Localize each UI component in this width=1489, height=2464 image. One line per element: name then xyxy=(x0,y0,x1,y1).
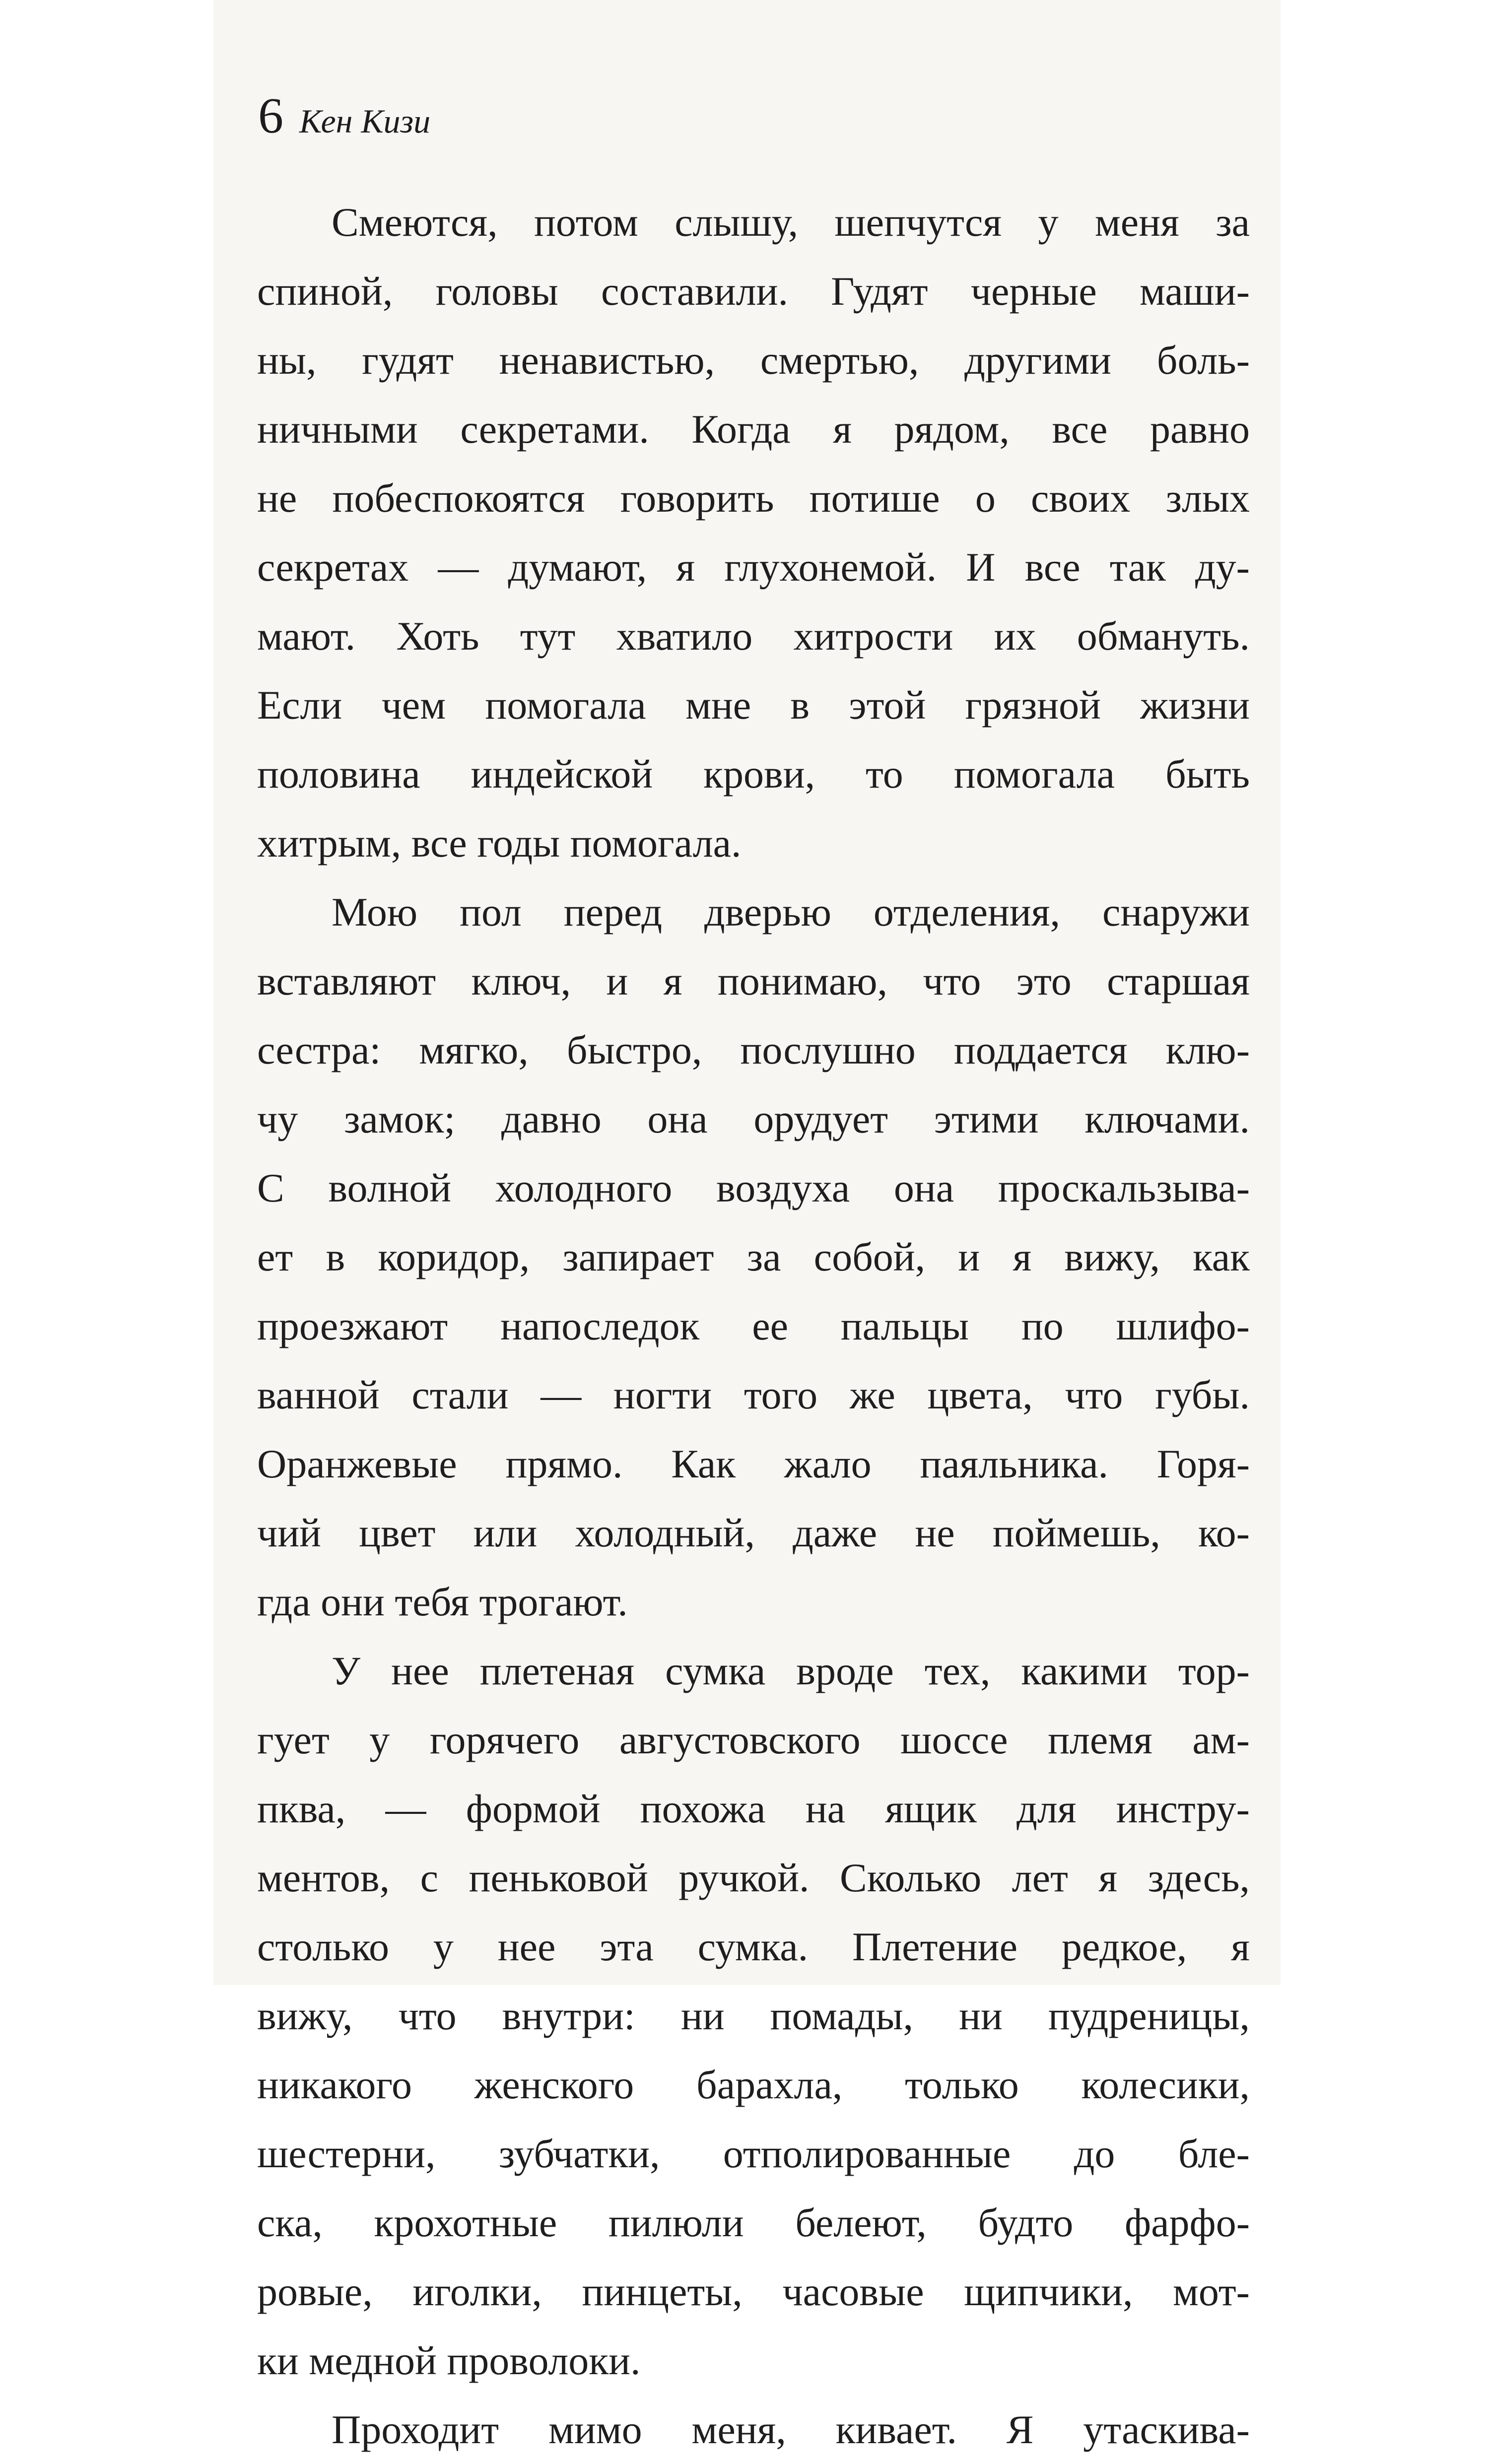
paragraph xyxy=(257,2395,1250,2464)
text-line: чий цвет или холодный, даже не поймешь, ко- xyxy=(257,1510,1250,1555)
text-line: пква, — формой похожа на ящик для инстру- xyxy=(257,1786,1250,1831)
text-line: Смеются, потом слышу, шепчутся у меня за xyxy=(332,200,1250,245)
text-line: проезжают напоследок ее пальцы по шлифо- xyxy=(257,1303,1250,1348)
text-line: ванной стали — ногти того же цвета, что губы. xyxy=(257,1372,1250,1417)
text-line: вставляют ключ, и я понимаю, что это старшая xyxy=(257,958,1250,1003)
text-line: С волной холодного воздуха она проскальзыва- xyxy=(257,1165,1250,1210)
book-page xyxy=(213,0,1281,2452)
text-line: гует у горячего августовского шоссе племя ам- xyxy=(257,1717,1250,1762)
text-line: Мою пол перед дверью отделения, снаружи xyxy=(332,889,1250,934)
text-line: ны, гудят ненавистью, смертью, другими боль- xyxy=(257,337,1250,383)
text-line: ровые, иголки, пинцеты, часовые щипчики, мот- xyxy=(257,2269,1250,2314)
text-line: Если чем помогала мне в этой грязной жизни xyxy=(257,682,1250,728)
body-text xyxy=(257,188,1250,2464)
text-line: ска, крохотные пилюли белеют, будто фарфо- xyxy=(257,2200,1250,2245)
paragraph xyxy=(257,188,1250,877)
page-header xyxy=(258,87,430,145)
paragraph xyxy=(257,877,1250,1636)
text-line: мают. Хоть тут хватило хитрости их обмануть. xyxy=(257,613,1250,659)
text-line: гда они тебя трогают. xyxy=(257,1579,628,1624)
paragraph xyxy=(257,1636,1250,2395)
text-line: вижу, что внутри: ни помады, ни пудреницы, xyxy=(257,1993,1250,2038)
text-line: ет в коридор, запирает за собой, и я вижу, как xyxy=(257,1234,1250,1279)
text-line: секретах — думают, я глухонемой. И все так ду- xyxy=(257,544,1250,590)
text-line: чу замок; давно она орудует этими ключами. xyxy=(257,1096,1250,1141)
text-line: ничными секретами. Когда я рядом, все равно xyxy=(257,406,1250,452)
text-line: никакого женского барахла, только колесики, xyxy=(257,2062,1250,2107)
text-line: шестерни, зубчатки, отполированные до бле- xyxy=(257,2131,1250,2176)
text-line: столько у нее эта сумка. Плетение редкое, я xyxy=(257,1924,1250,1969)
text-line: не побеспокоятся говорить потише о своих злых xyxy=(257,475,1250,521)
text-line: Проходит мимо меня, кивает. Я утаскива- xyxy=(332,2407,1250,2452)
page-number: 6 xyxy=(258,88,283,144)
text-line: У нее плетеная сумка вроде тех, какими тор- xyxy=(332,1648,1250,1693)
text-line: Оранжевые прямо. Как жало паяльника. Горя- xyxy=(257,1441,1250,1486)
text-line: ки медной проволоки. xyxy=(257,2338,641,2383)
text-line: половина индейской крови, то помогала быть xyxy=(257,751,1250,797)
text-line: спиной, головы составили. Гудят черные маши- xyxy=(257,268,1250,314)
running-head-author: Кен Кизи xyxy=(299,102,431,140)
text-line: ментов, с пеньковой ручкой. Сколько лет я здесь, xyxy=(257,1855,1250,1900)
text-line: хитрым, все годы помогала. xyxy=(257,820,742,866)
text-line: сестра: мягко, быстро, послушно поддается клю- xyxy=(257,1027,1250,1072)
